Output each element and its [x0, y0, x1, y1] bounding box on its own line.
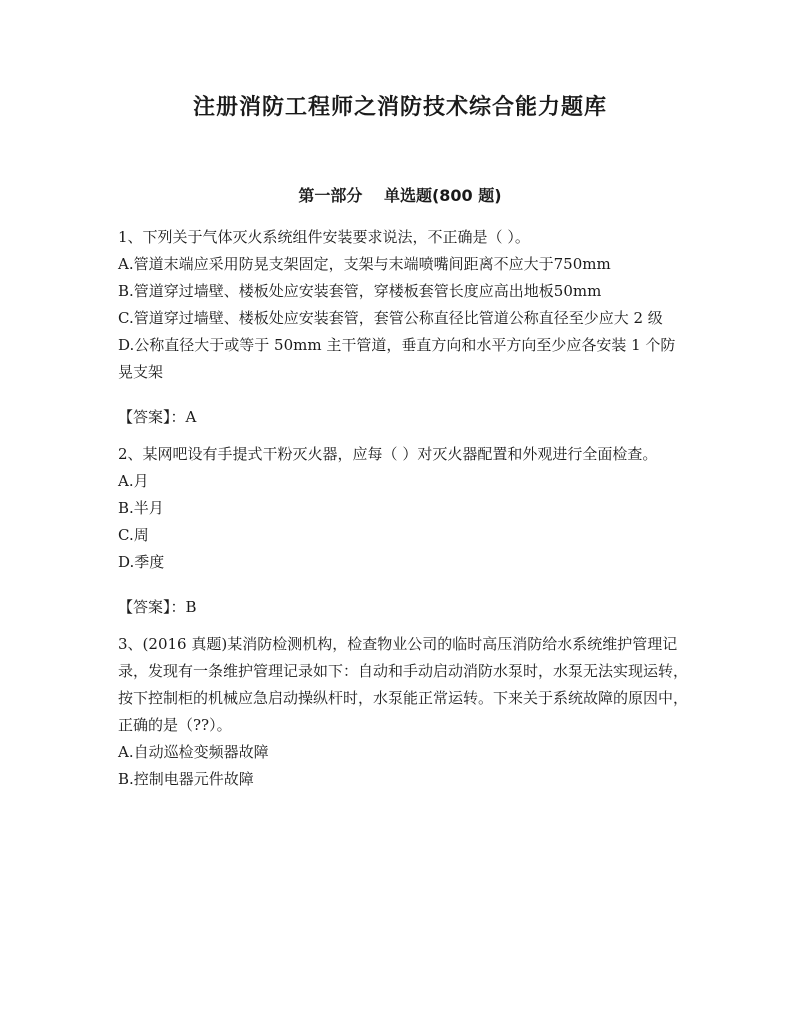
option-c: C.周 — [118, 526, 149, 544]
question-stem: 3、(2016 真题)某消防检测机构，检查物业公司的临时高压消防给水系统维护管理记录，发现有一条维护管理记录如下：自动和手动启动消防水泵时，水泵无法实现运转，按下控制柜的机械应急启动操纵杆时，水泵能正常运转。下来关于系统故障的原因中，正确的是（??）。 — [118, 635, 689, 734]
question-stem: 2、某网吧设有手提式干粉灭火器，应每（ ）对灭火器配置和外观进行全面检查。 — [118, 445, 658, 463]
document-title: 注册消防工程师之消防技术综合能力题库 — [192, 95, 607, 120]
option-b: B.管道穿过墙壁、楼板处应安装套管，穿楼板套管长度应高出地板50mm — [118, 282, 602, 300]
question-list — [118, 224, 688, 793]
option-a: A.管道末端应采用防晃支架固定，支架与末端喷嘴间距离不应大于750mm — [118, 255, 611, 273]
answer-line: 【答案】：B — [118, 598, 197, 616]
option-a: A.月 — [118, 472, 149, 490]
option-a: A.自动巡检变频器故障 — [118, 743, 269, 761]
option-b: B.控制电器元件故障 — [118, 770, 254, 788]
option-d: D.公称直径大于或等于 50mm 主干管道，垂直方向和水平方向至少应各安装 1 个防晃支架 — [118, 336, 676, 381]
question-stem: 1、下列关于气体灭火系统组件安装要求说法，不正确是（ ）。 — [118, 228, 530, 246]
option-c: C.管道穿过墙壁、楼板处应安装套管，套管公称直径比管道公称直径至少应大 2 级 — [118, 309, 663, 327]
answer-line: 【答案】：A — [118, 408, 197, 426]
section-heading: 第一部分 单选题(800 题) — [298, 186, 502, 205]
option-b: B.半月 — [118, 499, 164, 517]
question-1 — [118, 224, 688, 431]
question-3 — [118, 631, 688, 793]
question-2 — [118, 441, 688, 621]
option-d: D.季度 — [118, 553, 165, 571]
